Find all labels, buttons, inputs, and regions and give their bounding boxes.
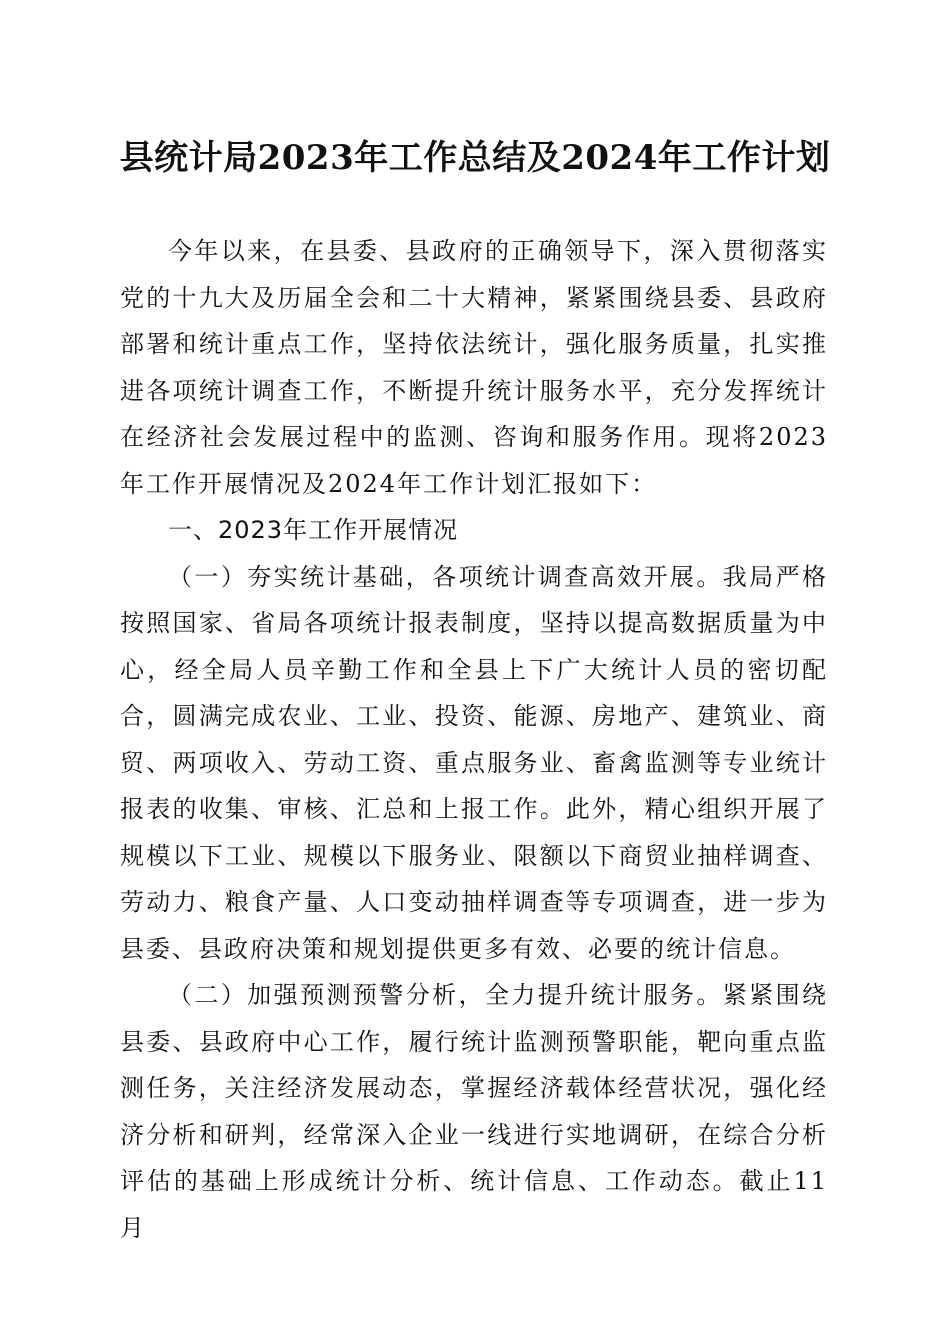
intro-paragraph: 今年以来，在县委、县政府的正确领导下，深入贯彻落实党的十九大及历届全会和二十大精神，紧紧围绕县委、县政府部署和统计重点工作，坚持依法统计，强化服务质量，扎实推进各项统计调查工作，不断提升统计服务水平，充分发挥统计在经济社会发展过程中的监测、咨询和服务作用。现将2023年工作开展情况及2024年工作计划汇报如下：: [120, 237, 828, 498]
subsection-lead-1: （一）夯实统计基础，各项统计调查高效开展。: [168, 562, 723, 591]
document-body: [120, 228, 828, 1251]
subsection-lead-2: （二）加强预测预警分析，全力提升统计服务。: [168, 981, 723, 1009]
section-heading-1: 一、2023年工作开展情况: [168, 516, 459, 544]
subsection-text-2: 紧紧围绕县委、县政府中心工作，履行统计监测预警职能，靶向重点监测任务，关注经济发展动态，掌握经济载体经营状况，强化经济分析和研判，经常深入企业一线进行实地调研，在综合分析评估的基础上形成统计分析、统计信息、工作动态。截止11月: [120, 981, 828, 1242]
subsection-text-1: 我局严格按照国家、省局各项统计报表制度，坚持以提高数据质量为中心，经全局人员辛勤工作和全县上下广大统计人员的密切配合，圆满完成农业、工业、投资、能源、房地产、建筑业、商贸、两项收入、劳动工资、重点服务业、畜禽监测等专业统计报表的收集、审核、汇总和上报工作。此外，精心组织开展了规模以下工业、规模以下服务业、限额以下商贸业抽样调查、劳动力、粮食产量、人口变动抽样调查等专项调查，进一步为县委、县政府决策和规划提供更多有效、必要的统计信息。: [120, 562, 828, 963]
subsection-paragraph-2: [120, 972, 828, 1251]
subsection-paragraph-1: [120, 554, 828, 973]
document-title: 县统计局2023年工作总结及2024年工作计划: [119, 138, 831, 178]
